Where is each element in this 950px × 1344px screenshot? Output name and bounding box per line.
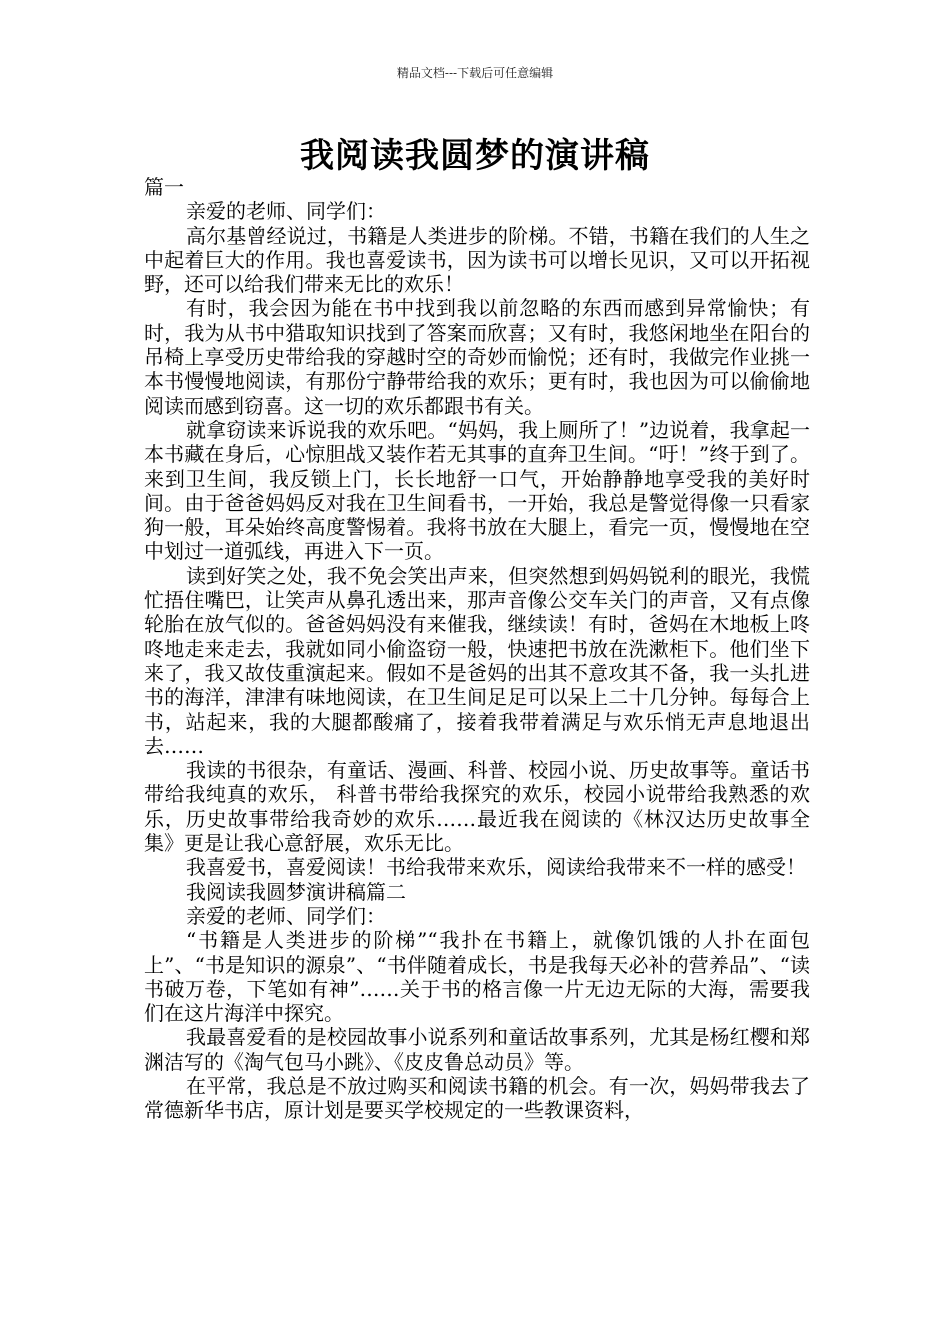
paragraph: 有时，我会因为能在书中找到我以前忽略的东西而感到异常愉快；有时，我为从书中猎取知识找到了答案而欣喜；又有时，我悠闲地坐在阳台的吊椅上享受历史带给我的穿越时空的奇妙而愉悦；还有时，我做完作业挑一本书慢慢地阅读，有那份宁静带给我的欢乐；更有时，我也因为可以偷偷地阅读而感到窃喜。这一切的欢乐都跟书有关。 [144, 296, 810, 418]
section-heading: 我阅读我圆梦演讲稿篇二 [186, 879, 406, 904]
document-title: 我阅读我圆梦的演讲稿 [300, 136, 650, 176]
paragraph: 我最喜爱看的是校园故事小说系列和童话故事系列，尤其是杨红樱和郑渊洁写的《淘气包马小跳》、《皮皮鲁总动员》等。 [144, 1025, 810, 1074]
paragraph: 我读的书很杂，有童话、漫画、科普、校园小说、历史故事等。童话书带给我纯真的欢乐， 科普书带给我探究的欢乐，校园小说带给我熟悉的欢乐，历史故事带给我奇妙的欢乐……最近我在阅读的《林汉达历史故事全集》更是让我心意舒展，欢乐无比。 [144, 758, 810, 856]
paragraph: 就拿窃读来诉说我的欢乐吧。“妈妈，我上厕所了！”边说着，我拿起一本书藏在身后，心惊胆战又装作若无其事的直奔卫生间。“吁！”终于到了。来到卫生间，我反锁上门，长长地舒一口气，开始静静地享受我的美好时间。由于爸爸妈妈反对我在卫生间看书，一开始，我总是警觉得像一只看家狗一般，耳朵始终高度警惕着。我将书放在大腿上，看完一页，慢慢地在空中划过一道弧线，再进入下一页。 [144, 417, 810, 564]
paragraph: “书籍是人类进步的阶梯”“我扑在书籍上，就像饥饿的人扑在面包上”、“书是知识的源泉”、“书伴随着成长，书是我每天必补的营养品”、“读书破万卷，下笔如有神”……关于书的格言像一片无边无际的大海，需要我们在这片海洋中探究。 [144, 928, 810, 1026]
paragraph: 我喜爱书，喜爱阅读！书给我带来欢乐，阅读给我带来不一样的感受！ [186, 855, 806, 880]
page-header: 精品文档---下载后可任意编辑 [396, 66, 554, 80]
paragraph: 在平常，我总是不放过购买和阅读书籍的机会。有一次，妈妈带我去了常德新华书店，原计划是要买学校规定的一些教课资料， [144, 1073, 810, 1123]
paragraph: 亲爱的老师、同学们： [186, 903, 386, 928]
paragraph: 高尔基曾经说过，书籍是人类进步的阶梯。不错，书籍在我们的人生之中起着巨大的作用。我也喜爱读书，因为读书可以增长见识，又可以开拓视野，还可以给我们带来无比的欢乐！ [144, 223, 810, 297]
section-label: 篇一 [144, 175, 184, 199]
document-body [144, 175, 810, 1123]
paragraph: 亲爱的老师、同学们： [186, 199, 386, 224]
paragraph: 读到好笑之处，我不免会笑出声来，但突然想到妈妈锐利的眼光，我慌忙捂住嘴巴，让笑声从鼻孔透出来，那声音像公交车关门的声音，又有点像轮胎在放气似的。爸爸妈妈没有来催我，继续读！有时，爸妈在木地板上咚咚地走来走去，我就如同小偷盗窃一般，快速把书放在洗漱柜下。他们坐下来了，我又故伎重演起来。假如不是爸妈的出其不意攻其不备，我一头扎进书的海洋，津津有味地阅读，在卫生间足足可以呆上二十几分钟。每每合上书，站起来，我的大腿都酸痛了，接着我带着满足与欢乐悄无声息地退出去…… [144, 563, 810, 758]
